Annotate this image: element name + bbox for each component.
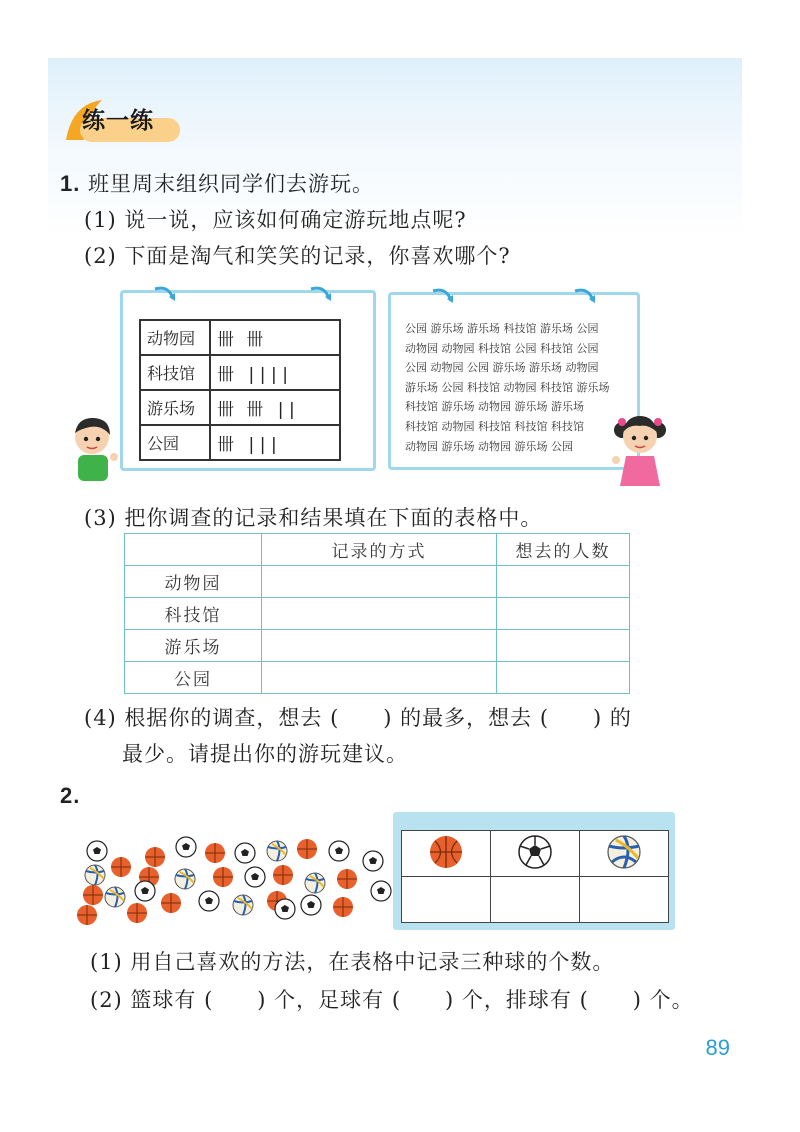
soccer-ball-icon bbox=[300, 894, 322, 920]
word-line: 科技馆 动物园 科技馆 科技馆 科技馆 bbox=[405, 419, 584, 433]
word-line: 游乐场 公园 科技馆 动物园 科技馆 游乐场 bbox=[405, 380, 610, 394]
survey-place: 公园 bbox=[125, 662, 262, 694]
survey-row bbox=[125, 566, 630, 598]
soccer-count-cell[interactable] bbox=[491, 877, 580, 923]
record-method-cell[interactable] bbox=[262, 598, 497, 630]
basketball-icon bbox=[76, 904, 98, 930]
tally-place: 科技馆 bbox=[140, 355, 210, 390]
soccer-ball-icon bbox=[370, 880, 392, 906]
volleyball-cell bbox=[580, 831, 669, 877]
q1-part2: (2) 下面是淘气和笑笑的记录，你喜欢哪个? bbox=[84, 244, 511, 268]
q2-part1: (1) 用自己喜欢的方法，在表格中记录三种球的个数。 bbox=[90, 950, 615, 974]
record-method-cell[interactable] bbox=[262, 662, 497, 694]
banner-title: 练一练 bbox=[82, 108, 154, 134]
tally-row bbox=[140, 355, 340, 390]
survey-header-row bbox=[125, 534, 630, 566]
volleyball-count-cell[interactable] bbox=[580, 877, 669, 923]
soccer-ball-icon bbox=[328, 840, 350, 866]
pin-icon bbox=[307, 285, 337, 305]
survey-header-cell: 想去的人数 bbox=[497, 534, 630, 566]
q2-number: 2. bbox=[60, 783, 81, 808]
basketball-icon bbox=[160, 892, 182, 918]
survey-row bbox=[125, 598, 630, 630]
girl-illustration bbox=[608, 410, 672, 492]
soccer-ball-icon bbox=[274, 898, 296, 924]
basketball-icon bbox=[212, 866, 234, 892]
boy-illustration bbox=[68, 415, 120, 487]
basketball-icon bbox=[336, 868, 358, 894]
pin-icon bbox=[151, 285, 181, 305]
pin-icon bbox=[571, 287, 601, 307]
q1-text bbox=[60, 168, 374, 198]
q1-part3: (3) 把你调查的记录和结果填在下面的表格中。 bbox=[84, 506, 543, 530]
basketball-icon bbox=[110, 856, 132, 882]
count-cell[interactable] bbox=[497, 630, 630, 662]
ball-record-table bbox=[401, 830, 669, 923]
word-list bbox=[405, 319, 625, 456]
basketball-icon bbox=[204, 842, 226, 868]
volleyball-icon bbox=[232, 894, 254, 920]
tally-marks: 卌 ||| bbox=[210, 425, 340, 460]
soccer-ball-icon bbox=[362, 850, 384, 876]
survey-row bbox=[125, 630, 630, 662]
tally-row bbox=[140, 320, 340, 355]
basketball-icon bbox=[272, 864, 294, 890]
tally-place: 游乐场 bbox=[140, 390, 210, 425]
q1-part1: (1) 说一说，应该如何确定游玩地点呢? bbox=[84, 208, 467, 232]
word-record-card bbox=[388, 292, 640, 470]
survey-header-cell: 记录的方式 bbox=[262, 534, 497, 566]
basketball-icon bbox=[296, 838, 318, 864]
survey-place: 游乐场 bbox=[125, 630, 262, 662]
word-line: 公园 游乐场 游乐场 科技馆 游乐场 公园 bbox=[405, 322, 599, 335]
section-banner bbox=[62, 96, 202, 142]
word-line: 动物园 游乐场 动物园 游乐场 公园 bbox=[405, 439, 573, 453]
soccer-ball-icon bbox=[86, 840, 108, 866]
survey-table bbox=[124, 533, 630, 694]
volleyball-icon bbox=[104, 886, 126, 912]
soccer-ball-icon bbox=[517, 834, 553, 870]
q2-part2: (2) 篮球有 ( ) 个，足球有 ( ) 个，排球有 ( ) 个。 bbox=[90, 988, 694, 1012]
soccer-ball-icon bbox=[244, 866, 266, 892]
volleyball-icon bbox=[174, 868, 196, 894]
soccer-ball-icon bbox=[234, 842, 256, 868]
page-number: 89 bbox=[705, 1035, 730, 1060]
word-line: 动物园 动物园 科技馆 公园 科技馆 公园 bbox=[405, 341, 599, 355]
ball-record-box bbox=[393, 812, 675, 930]
tally-place: 公园 bbox=[140, 425, 210, 460]
survey-place: 科技馆 bbox=[125, 598, 262, 630]
survey-header-cell bbox=[125, 534, 262, 566]
survey-row bbox=[125, 662, 630, 694]
basketball-icon bbox=[126, 902, 148, 928]
tally-record-card bbox=[120, 290, 376, 471]
soccer-cell bbox=[491, 831, 580, 877]
soccer-ball-icon bbox=[175, 836, 197, 862]
word-line: 科技馆 游乐场 动物园 游乐场 游乐场 bbox=[405, 400, 584, 414]
tally-place: 动物园 bbox=[140, 320, 210, 355]
count-cell[interactable] bbox=[497, 662, 630, 694]
q1-part4-line1: (4) 根据你的调查，想去 ( ) 的最多，想去 ( ) 的 bbox=[84, 706, 632, 730]
tally-row bbox=[140, 425, 340, 460]
soccer-ball-icon bbox=[198, 890, 220, 916]
basketball-icon bbox=[428, 834, 464, 870]
basketball-icon bbox=[332, 896, 354, 922]
tally-marks: 卌 |||| bbox=[210, 355, 340, 390]
q1-part4-line2: 最少。请提出你的游玩建议。 bbox=[122, 742, 408, 766]
tally-marks: 卌 卌 || bbox=[210, 390, 340, 425]
count-cell[interactable] bbox=[497, 598, 630, 630]
survey-place: 动物园 bbox=[125, 566, 262, 598]
volleyball-icon bbox=[606, 834, 642, 870]
q1-stem: 班里周末组织同学们去游玩。 bbox=[88, 172, 375, 196]
q1-number: 1. bbox=[60, 171, 81, 196]
tally-table bbox=[139, 319, 341, 461]
tally-row bbox=[140, 390, 340, 425]
tally-marks: 卌 卌 bbox=[210, 320, 340, 355]
word-line: 公园 动物园 公园 游乐场 游乐场 动物园 bbox=[405, 361, 599, 375]
basketball-count-cell[interactable] bbox=[402, 877, 491, 923]
volleyball-icon bbox=[266, 840, 288, 866]
basketball-cell bbox=[402, 831, 491, 877]
pin-icon bbox=[429, 287, 459, 307]
count-cell[interactable] bbox=[497, 566, 630, 598]
record-method-cell[interactable] bbox=[262, 630, 497, 662]
record-method-cell[interactable] bbox=[262, 566, 497, 598]
